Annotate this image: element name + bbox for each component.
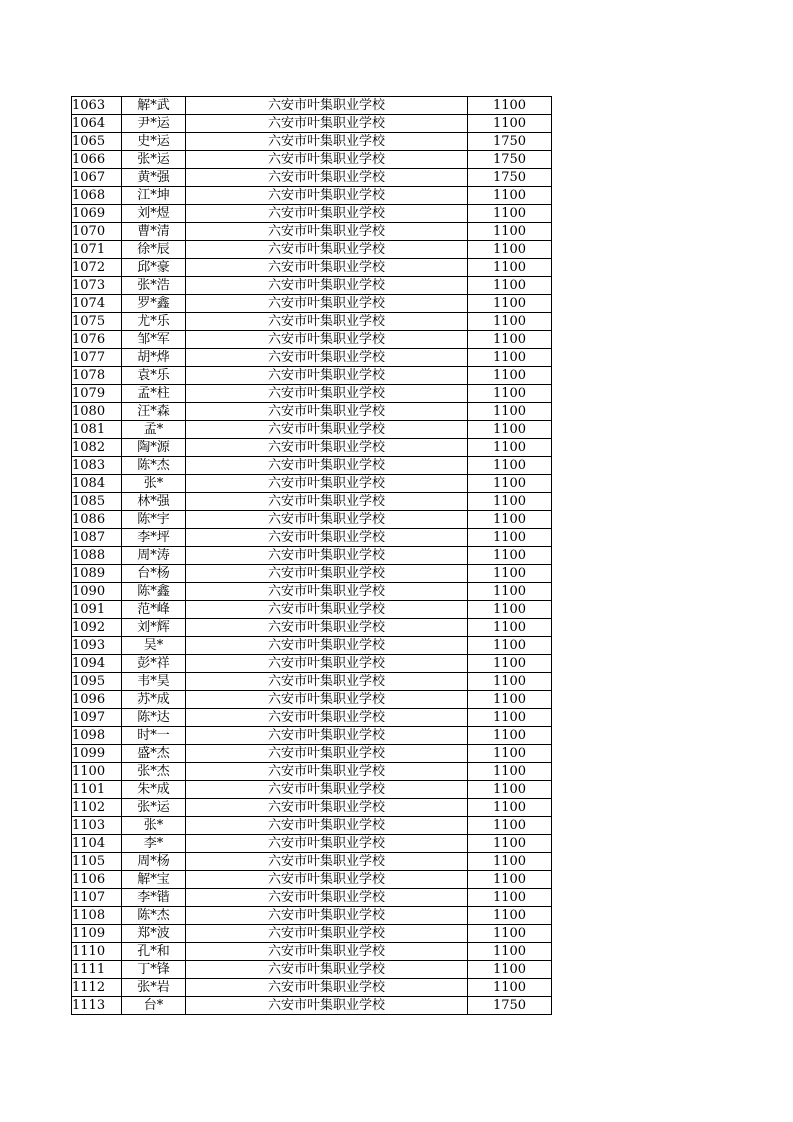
- row-id-cell: 1068: [72, 187, 122, 205]
- row-amount-cell: 1100: [468, 313, 552, 331]
- row-name-cell: 陈*杰: [122, 457, 186, 475]
- row-school-cell: 六安市叶集职业学校: [186, 601, 468, 619]
- row-id-cell: 1078: [72, 367, 122, 385]
- row-school-cell: 六安市叶集职业学校: [186, 529, 468, 547]
- row-school-cell: 六安市叶集职业学校: [186, 313, 468, 331]
- row-school-cell: 六安市叶集职业学校: [186, 853, 468, 871]
- row-school-cell: 六安市叶集职业学校: [186, 223, 468, 241]
- table-row: [72, 907, 552, 925]
- row-name-cell: 张*运: [122, 151, 186, 169]
- row-amount-cell: 1100: [468, 241, 552, 259]
- row-amount-cell: 1750: [468, 169, 552, 187]
- row-amount-cell: 1750: [468, 151, 552, 169]
- row-name-cell: 彭*祥: [122, 655, 186, 673]
- row-school-cell: 六安市叶集职业学校: [186, 295, 468, 313]
- table-row: [72, 529, 552, 547]
- table-row: [72, 277, 552, 295]
- row-id-cell: 1076: [72, 331, 122, 349]
- row-amount-cell: 1100: [468, 799, 552, 817]
- table-row: [72, 493, 552, 511]
- row-name-cell: 解*武: [122, 97, 186, 115]
- row-name-cell: 孟*: [122, 421, 186, 439]
- row-amount-cell: 1100: [468, 709, 552, 727]
- row-amount-cell: 1750: [468, 133, 552, 151]
- row-school-cell: 六安市叶集职业学校: [186, 115, 468, 133]
- row-amount-cell: 1100: [468, 655, 552, 673]
- table-row: [72, 151, 552, 169]
- row-amount-cell: 1100: [468, 205, 552, 223]
- row-id-cell: 1096: [72, 691, 122, 709]
- table-row: [72, 745, 552, 763]
- row-amount-cell: 1100: [468, 781, 552, 799]
- row-id-cell: 1081: [72, 421, 122, 439]
- table-row: [72, 961, 552, 979]
- row-name-cell: 胡*烨: [122, 349, 186, 367]
- row-name-cell: 袁*乐: [122, 367, 186, 385]
- table-row: [72, 367, 552, 385]
- row-amount-cell: 1100: [468, 619, 552, 637]
- row-school-cell: 六安市叶集职业学校: [186, 763, 468, 781]
- row-name-cell: 范*峰: [122, 601, 186, 619]
- row-name-cell: 林*强: [122, 493, 186, 511]
- row-id-cell: 1097: [72, 709, 122, 727]
- row-id-cell: 1093: [72, 637, 122, 655]
- row-school-cell: 六安市叶集职业学校: [186, 511, 468, 529]
- table-row: [72, 223, 552, 241]
- table-row: [72, 763, 552, 781]
- row-name-cell: 张*浩: [122, 277, 186, 295]
- row-school-cell: 六安市叶集职业学校: [186, 817, 468, 835]
- row-school-cell: 六安市叶集职业学校: [186, 277, 468, 295]
- row-id-cell: 1110: [72, 943, 122, 961]
- table-row: [72, 187, 552, 205]
- row-amount-cell: 1100: [468, 889, 552, 907]
- table-row: [72, 853, 552, 871]
- row-amount-cell: 1100: [468, 727, 552, 745]
- row-name-cell: 丁*锋: [122, 961, 186, 979]
- row-name-cell: 孟*柱: [122, 385, 186, 403]
- row-name-cell: 张*运: [122, 799, 186, 817]
- row-school-cell: 六安市叶集职业学校: [186, 133, 468, 151]
- row-id-cell: 1065: [72, 133, 122, 151]
- row-school-cell: 六安市叶集职业学校: [186, 349, 468, 367]
- table-row: [72, 457, 552, 475]
- row-id-cell: 1070: [72, 223, 122, 241]
- row-name-cell: 罗*鑫: [122, 295, 186, 313]
- table-row: [72, 835, 552, 853]
- row-id-cell: 1111: [72, 961, 122, 979]
- row-id-cell: 1072: [72, 259, 122, 277]
- row-school-cell: 六安市叶集职业学校: [186, 709, 468, 727]
- row-name-cell: 韦*昊: [122, 673, 186, 691]
- row-id-cell: 1104: [72, 835, 122, 853]
- row-amount-cell: 1100: [468, 565, 552, 583]
- row-amount-cell: 1100: [468, 475, 552, 493]
- table-row: [72, 727, 552, 745]
- row-name-cell: 刘*辉: [122, 619, 186, 637]
- row-amount-cell: 1100: [468, 853, 552, 871]
- row-school-cell: 六安市叶集职业学校: [186, 403, 468, 421]
- row-id-cell: 1079: [72, 385, 122, 403]
- row-amount-cell: 1100: [468, 601, 552, 619]
- table-row: [72, 925, 552, 943]
- table-row: [72, 565, 552, 583]
- table-row: [72, 421, 552, 439]
- table-row: [72, 349, 552, 367]
- table-row: [72, 205, 552, 223]
- table-row: [72, 511, 552, 529]
- table-row: [72, 97, 552, 115]
- table-row: [72, 241, 552, 259]
- row-school-cell: 六安市叶集职业学校: [186, 925, 468, 943]
- row-name-cell: 刘*煜: [122, 205, 186, 223]
- row-name-cell: 盛*杰: [122, 745, 186, 763]
- row-amount-cell: 1100: [468, 277, 552, 295]
- row-amount-cell: 1100: [468, 295, 552, 313]
- row-name-cell: 朱*成: [122, 781, 186, 799]
- row-name-cell: 汪*森: [122, 403, 186, 421]
- row-amount-cell: 1100: [468, 493, 552, 511]
- row-amount-cell: 1100: [468, 817, 552, 835]
- row-amount-cell: 1100: [468, 691, 552, 709]
- row-amount-cell: 1100: [468, 925, 552, 943]
- row-name-cell: 张*岩: [122, 979, 186, 997]
- row-school-cell: 六安市叶集职业学校: [186, 169, 468, 187]
- row-school-cell: 六安市叶集职业学校: [186, 745, 468, 763]
- row-school-cell: 六安市叶集职业学校: [186, 691, 468, 709]
- row-id-cell: 1100: [72, 763, 122, 781]
- row-id-cell: 1067: [72, 169, 122, 187]
- row-name-cell: 尹*运: [122, 115, 186, 133]
- row-amount-cell: 1100: [468, 259, 552, 277]
- row-name-cell: 周*杨: [122, 853, 186, 871]
- table-row: [72, 997, 552, 1015]
- table-row: [72, 385, 552, 403]
- row-name-cell: 徐*辰: [122, 241, 186, 259]
- row-id-cell: 1064: [72, 115, 122, 133]
- row-amount-cell: 1100: [468, 223, 552, 241]
- row-name-cell: 陈*杰: [122, 907, 186, 925]
- row-id-cell: 1063: [72, 97, 122, 115]
- row-school-cell: 六安市叶集职业学校: [186, 799, 468, 817]
- row-school-cell: 六安市叶集职业学校: [186, 367, 468, 385]
- row-id-cell: 1112: [72, 979, 122, 997]
- row-id-cell: 1074: [72, 295, 122, 313]
- row-school-cell: 六安市叶集职业学校: [186, 961, 468, 979]
- row-school-cell: 六安市叶集职业学校: [186, 259, 468, 277]
- row-amount-cell: 1100: [468, 349, 552, 367]
- row-school-cell: 六安市叶集职业学校: [186, 457, 468, 475]
- row-name-cell: 张*: [122, 817, 186, 835]
- row-school-cell: 六安市叶集职业学校: [186, 205, 468, 223]
- row-amount-cell: 1100: [468, 385, 552, 403]
- row-amount-cell: 1100: [468, 331, 552, 349]
- table-row: [72, 547, 552, 565]
- row-school-cell: 六安市叶集职业学校: [186, 385, 468, 403]
- row-school-cell: 六安市叶集职业学校: [186, 421, 468, 439]
- row-amount-cell: 1100: [468, 961, 552, 979]
- row-school-cell: 六安市叶集职业学校: [186, 331, 468, 349]
- table-row: [72, 817, 552, 835]
- row-school-cell: 六安市叶集职业学校: [186, 979, 468, 997]
- row-id-cell: 1066: [72, 151, 122, 169]
- row-name-cell: 解*宝: [122, 871, 186, 889]
- row-school-cell: 六安市叶集职业学校: [186, 673, 468, 691]
- row-name-cell: 吴*: [122, 637, 186, 655]
- row-id-cell: 1077: [72, 349, 122, 367]
- table-row: [72, 475, 552, 493]
- row-amount-cell: 1100: [468, 403, 552, 421]
- row-name-cell: 郑*波: [122, 925, 186, 943]
- row-id-cell: 1087: [72, 529, 122, 547]
- table-row: [72, 979, 552, 997]
- row-name-cell: 时*一: [122, 727, 186, 745]
- row-amount-cell: 1100: [468, 907, 552, 925]
- row-name-cell: 史*运: [122, 133, 186, 151]
- row-id-cell: 1085: [72, 493, 122, 511]
- row-id-cell: 1091: [72, 601, 122, 619]
- row-id-cell: 1107: [72, 889, 122, 907]
- row-amount-cell: 1100: [468, 871, 552, 889]
- table-row: [72, 889, 552, 907]
- table-row: [72, 619, 552, 637]
- row-school-cell: 六安市叶集职业学校: [186, 547, 468, 565]
- row-school-cell: 六安市叶集职业学校: [186, 151, 468, 169]
- row-school-cell: 六安市叶集职业学校: [186, 493, 468, 511]
- row-amount-cell: 1100: [468, 115, 552, 133]
- row-name-cell: 台*杨: [122, 565, 186, 583]
- row-id-cell: 1098: [72, 727, 122, 745]
- row-school-cell: 六安市叶集职业学校: [186, 565, 468, 583]
- row-amount-cell: 1100: [468, 745, 552, 763]
- row-school-cell: 六安市叶集职业学校: [186, 727, 468, 745]
- row-id-cell: 1084: [72, 475, 122, 493]
- row-amount-cell: 1100: [468, 187, 552, 205]
- table-row: [72, 871, 552, 889]
- row-id-cell: 1094: [72, 655, 122, 673]
- row-school-cell: 六安市叶集职业学校: [186, 583, 468, 601]
- row-id-cell: 1071: [72, 241, 122, 259]
- row-id-cell: 1082: [72, 439, 122, 457]
- row-name-cell: 周*涛: [122, 547, 186, 565]
- row-school-cell: 六安市叶集职业学校: [186, 187, 468, 205]
- row-amount-cell: 1100: [468, 367, 552, 385]
- row-name-cell: 陈*宇: [122, 511, 186, 529]
- row-school-cell: 六安市叶集职业学校: [186, 889, 468, 907]
- row-amount-cell: 1100: [468, 943, 552, 961]
- row-amount-cell: 1100: [468, 547, 552, 565]
- row-id-cell: 1090: [72, 583, 122, 601]
- row-id-cell: 1095: [72, 673, 122, 691]
- row-school-cell: 六安市叶集职业学校: [186, 637, 468, 655]
- row-amount-cell: 1100: [468, 835, 552, 853]
- row-school-cell: 六安市叶集职业学校: [186, 781, 468, 799]
- row-id-cell: 1102: [72, 799, 122, 817]
- row-name-cell: 黄*强: [122, 169, 186, 187]
- row-school-cell: 六安市叶集职业学校: [186, 619, 468, 637]
- row-id-cell: 1113: [72, 997, 122, 1015]
- table-row: [72, 601, 552, 619]
- row-amount-cell: 1100: [468, 979, 552, 997]
- row-school-cell: 六安市叶集职业学校: [186, 655, 468, 673]
- row-school-cell: 六安市叶集职业学校: [186, 835, 468, 853]
- table-row: [72, 709, 552, 727]
- table-row: [72, 115, 552, 133]
- row-id-cell: 1075: [72, 313, 122, 331]
- row-amount-cell: 1100: [468, 97, 552, 115]
- row-id-cell: 1105: [72, 853, 122, 871]
- row-amount-cell: 1100: [468, 763, 552, 781]
- roster-body: [72, 97, 552, 1015]
- row-name-cell: 李*锴: [122, 889, 186, 907]
- table-row: [72, 655, 552, 673]
- row-name-cell: 张*杰: [122, 763, 186, 781]
- row-amount-cell: 1100: [468, 673, 552, 691]
- table-row: [72, 439, 552, 457]
- row-id-cell: 1101: [72, 781, 122, 799]
- row-id-cell: 1106: [72, 871, 122, 889]
- table-row: [72, 673, 552, 691]
- row-name-cell: 孔*和: [122, 943, 186, 961]
- row-school-cell: 六安市叶集职业学校: [186, 907, 468, 925]
- row-name-cell: 尤*乐: [122, 313, 186, 331]
- row-name-cell: 李*: [122, 835, 186, 853]
- row-id-cell: 1103: [72, 817, 122, 835]
- table-row: [72, 259, 552, 277]
- row-amount-cell: 1100: [468, 637, 552, 655]
- row-school-cell: 六安市叶集职业学校: [186, 475, 468, 493]
- table-row: [72, 691, 552, 709]
- table-row: [72, 133, 552, 151]
- row-school-cell: 六安市叶集职业学校: [186, 997, 468, 1015]
- row-name-cell: 张*: [122, 475, 186, 493]
- row-id-cell: 1089: [72, 565, 122, 583]
- row-amount-cell: 1100: [468, 439, 552, 457]
- table-row: [72, 403, 552, 421]
- row-name-cell: 江*坤: [122, 187, 186, 205]
- subsidy-roster-table: [71, 96, 552, 1015]
- row-id-cell: 1086: [72, 511, 122, 529]
- row-id-cell: 1069: [72, 205, 122, 223]
- row-amount-cell: 1100: [468, 583, 552, 601]
- row-amount-cell: 1100: [468, 529, 552, 547]
- row-school-cell: 六安市叶集职业学校: [186, 943, 468, 961]
- row-id-cell: 1108: [72, 907, 122, 925]
- row-school-cell: 六安市叶集职业学校: [186, 241, 468, 259]
- row-amount-cell: 1100: [468, 457, 552, 475]
- table-row: [72, 331, 552, 349]
- row-school-cell: 六安市叶集职业学校: [186, 871, 468, 889]
- row-id-cell: 1099: [72, 745, 122, 763]
- row-amount-cell: 1750: [468, 997, 552, 1015]
- table-row: [72, 781, 552, 799]
- row-id-cell: 1080: [72, 403, 122, 421]
- row-id-cell: 1109: [72, 925, 122, 943]
- table-row: [72, 943, 552, 961]
- row-id-cell: 1088: [72, 547, 122, 565]
- table-row: [72, 583, 552, 601]
- row-id-cell: 1073: [72, 277, 122, 295]
- table-row: [72, 295, 552, 313]
- row-id-cell: 1092: [72, 619, 122, 637]
- row-name-cell: 陶*源: [122, 439, 186, 457]
- row-id-cell: 1083: [72, 457, 122, 475]
- table-row: [72, 637, 552, 655]
- row-name-cell: 李*坪: [122, 529, 186, 547]
- row-name-cell: 陈*鑫: [122, 583, 186, 601]
- row-name-cell: 台*: [122, 997, 186, 1015]
- row-name-cell: 陈*达: [122, 709, 186, 727]
- table-row: [72, 313, 552, 331]
- row-school-cell: 六安市叶集职业学校: [186, 97, 468, 115]
- table-row: [72, 799, 552, 817]
- row-amount-cell: 1100: [468, 511, 552, 529]
- row-school-cell: 六安市叶集职业学校: [186, 439, 468, 457]
- table-row: [72, 169, 552, 187]
- row-name-cell: 邹*军: [122, 331, 186, 349]
- row-name-cell: 苏*成: [122, 691, 186, 709]
- row-name-cell: 曹*清: [122, 223, 186, 241]
- row-amount-cell: 1100: [468, 421, 552, 439]
- row-name-cell: 邱*豪: [122, 259, 186, 277]
